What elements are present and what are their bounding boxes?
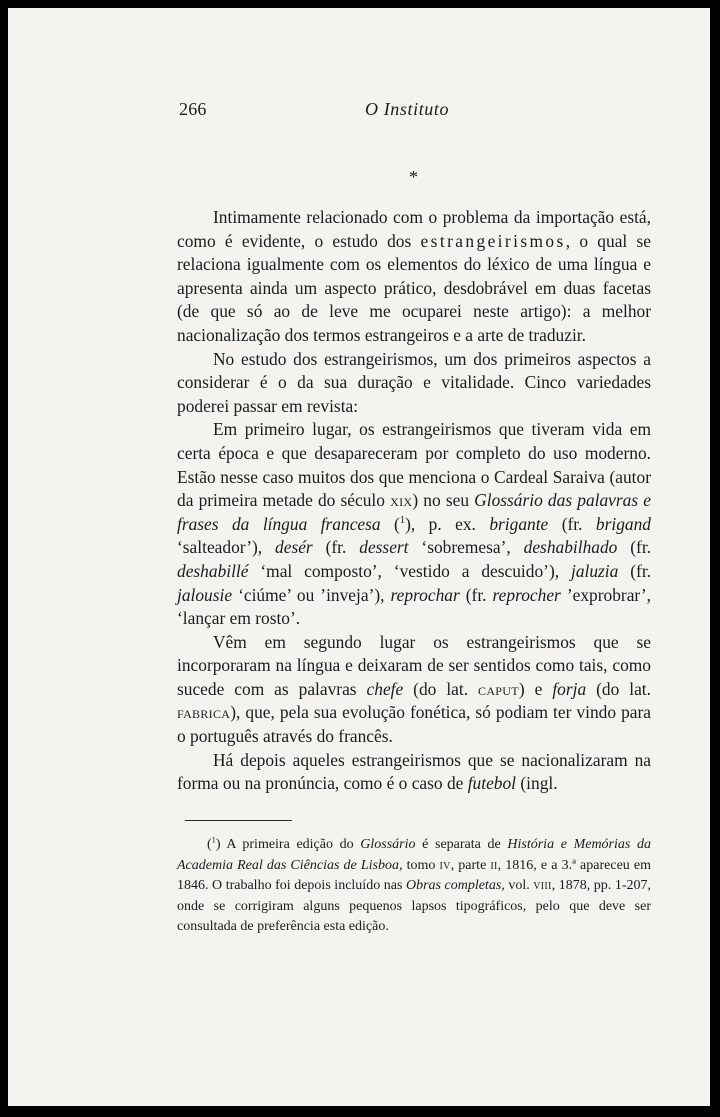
paragraph-4: Vêm em segundo lugar os estrangeirismos que se incorporaram na língua e deixaram de ser sentidos como tais, como sucede com as palavras chefe (do lat. caput) e forja (do lat. fabrica), que, pela sua evolução fonética, só podiam ter vindo para o português através do francês. bbox=[177, 631, 651, 747]
paragraph-1: Intimamente relacionado com o problema da importação está, como é evidente, o estudo dos estrangeirismos, o qual se relaciona igualmente com os elementos do léxico de uma língua e apresenta ainda um aspecto prático, desdobrável em duas facetas (de que só ao de leve me ocuparei neste artigo): a melhor nacionalização dos termos estrangeiros e a arte de traduzir. bbox=[177, 207, 652, 345]
section-asterisk: * bbox=[409, 167, 418, 187]
page-header bbox=[8, 99, 710, 123]
book-page bbox=[8, 8, 710, 1106]
running-title: O Instituto bbox=[365, 99, 450, 119]
page-number: 266 bbox=[179, 99, 207, 119]
footnote-1: ($^1$) A primeira edição do Glossário é separata de História e Memórias da Academia Real das Ciências de Lisboa, tomo iv, parte ii, 1816, e a 3.ª apareceu em 1846. O trabalho foi depois incluído nas Obras completas, vol. viii, 1878, pp. 1-207, onde se corrigiram alguns pequenos lapsos tipográficos, pelo que deve ser consultada de preferência esta edição. bbox=[177, 835, 652, 934]
footnote bbox=[177, 835, 651, 938]
footnote-marker: 1 bbox=[211, 835, 216, 845]
paragraph-2: No estudo dos estrangeirismos, um dos primeiros aspectos a considerar é o da sua duração e vitalidade. Cinco variedades poderei passar em revista: bbox=[177, 348, 651, 416]
paragraph-3: Em primeiro lugar, os estrangeirismos que tiveram vida em certa época e que desapareceram por completo do uso moderno. Estão nesse caso muitos dos que menciona o Cardeal Saraiva (autor da primeira metade do século xix) no seu Glossário das palavras e frases da língua francesa ($^1$), p. ex. brigante (fr. brigand ‘salteador’), desér (fr. dessert ‘sobremesa’, deshabilhado (fr. deshabillé ‘mal composto’, ‘vestido a descuido’), jaluzia (fr. jalousie ‘ciúme’ ou ’inveja’), reprochar (fr. reprocher ’exprobrar’, ‘lançar em rosto’. bbox=[177, 419, 652, 629]
paragraph-5: Há depois aqueles estrangeirismos que se nacionalizaram na forma ou na pronúncia, como é o caso de futebol (ingl. bbox=[177, 749, 651, 794]
footnote-divider bbox=[185, 820, 292, 821]
body-text bbox=[177, 206, 651, 796]
footnote-ref[interactable]: 1 bbox=[399, 514, 406, 526]
